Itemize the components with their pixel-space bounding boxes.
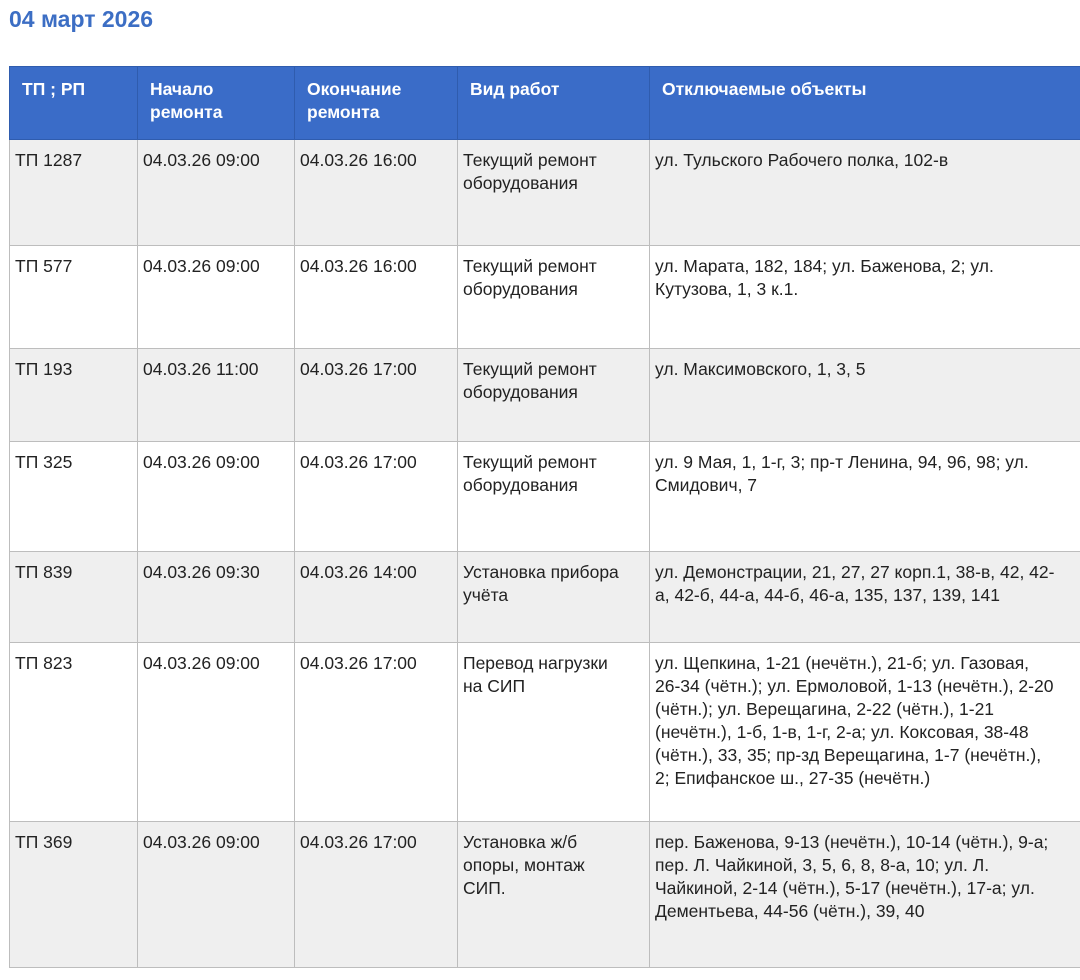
cell-tp: ТП 577 [10, 246, 138, 349]
cell-objects [650, 349, 1080, 442]
cell-work-type [458, 822, 650, 968]
cell-objects-line: ул. Тульского Рабочего полка, 102-в [655, 150, 949, 170]
cell-objects-line: (нечётн.), 1-б, 1-в, 1-г, 2-а; ул. Коксовая, 38-48 [655, 722, 1029, 742]
cell-tp: ТП 839 [10, 552, 138, 643]
cell-work-type-line: учёта [463, 585, 509, 605]
cell-objects-line: ул. Максимовского, 1, 3, 5 [655, 359, 866, 379]
cell-objects [650, 140, 1080, 246]
cell-start: 04.03.26 09:00 [138, 246, 295, 349]
cell-objects-line: Смидович, 7 [655, 475, 758, 495]
cell-start: 04.03.26 09:00 [138, 643, 295, 822]
table-row [10, 643, 1080, 822]
cell-objects-line: ул. Марата, 182, 184; ул. Баженова, 2; ул. [655, 256, 994, 276]
cell-objects-line: Кутузова, 1, 3 к.1. [655, 279, 799, 299]
cell-end: 04.03.26 17:00 [295, 822, 458, 968]
cell-start: 04.03.26 09:00 [138, 140, 295, 246]
cell-work-type-line: оборудования [463, 279, 578, 299]
cell-end: 04.03.26 16:00 [295, 246, 458, 349]
cell-work-type-line: Текущий ремонт [463, 150, 597, 170]
cell-objects-line: (чётн.), 33, 35; пр-зд Верещагина, 1-7 (нечётн.), [655, 745, 1042, 765]
table-row [10, 442, 1080, 552]
cell-work-type-line: Установка прибора [463, 562, 619, 582]
header-objects: Отключаемые объекты [650, 67, 1080, 140]
cell-work-type-line: Перевод нагрузки [463, 653, 608, 673]
table-row [10, 822, 1080, 968]
cell-objects-line: (чётн.); ул. Верещагина, 2-22 (чётн.), 1-21 [655, 699, 995, 719]
cell-work-type [458, 442, 650, 552]
cell-end: 04.03.26 17:00 [295, 442, 458, 552]
table-row [10, 552, 1080, 643]
header-tp: ТП ; РП [10, 67, 138, 140]
cell-objects-line: ул. 9 Мая, 1, 1-г, 3; пр-т Ленина, 94, 96, 98; ул. [655, 452, 1029, 472]
cell-work-type-line: Установка ж/б [463, 832, 578, 852]
date-title: 04 март 2026 [9, 6, 154, 32]
cell-objects-line: ул. Демонстрации, 21, 27, 27 корп.1, 38-в, 42, 42- [655, 562, 1055, 582]
cell-end: 04.03.26 16:00 [295, 140, 458, 246]
cell-objects [650, 552, 1080, 643]
cell-tp: ТП 1287 [10, 140, 138, 246]
cell-work-type-line: оборудования [463, 173, 578, 193]
cell-tp: ТП 823 [10, 643, 138, 822]
table-row [10, 140, 1080, 246]
cell-objects [650, 643, 1080, 822]
cell-work-type-line: оборудования [463, 382, 578, 402]
cell-objects [650, 822, 1080, 968]
cell-tp: ТП 369 [10, 822, 138, 968]
cell-objects-line: пер. Л. Чайкиной, 3, 5, 6, 8, 8-а, 10; ул. Л. [655, 855, 990, 875]
cell-tp: ТП 325 [10, 442, 138, 552]
table-row [10, 246, 1080, 349]
cell-objects-line: пер. Баженова, 9-13 (нечётн.), 10-14 (чётн.), 9-а; [655, 832, 1049, 852]
header-work-type: Вид работ [458, 67, 650, 140]
header-end: Окончание ремонта [295, 67, 458, 140]
cell-work-type-line: Текущий ремонт [463, 359, 597, 379]
cell-work-type-line: Текущий ремонт [463, 452, 597, 472]
cell-objects-line: а, 42-б, 44-а, 44-б, 46-а, 135, 137, 139, 141 [655, 585, 1001, 605]
cell-end: 04.03.26 17:00 [295, 349, 458, 442]
cell-work-type [458, 246, 650, 349]
cell-work-type [458, 552, 650, 643]
cell-work-type-line: опоры, монтаж [463, 855, 585, 875]
table-row [10, 349, 1080, 442]
cell-work-type-line: оборудования [463, 475, 578, 495]
cell-tp: ТП 193 [10, 349, 138, 442]
cell-objects-line: ул. Щепкина, 1-21 (нечётн.), 21-б; ул. Газовая, [655, 653, 1030, 673]
outage-schedule-table [9, 66, 1080, 968]
cell-objects-line: 2; Епифанское ш., 27-35 (нечётн.) [655, 768, 931, 788]
cell-work-type [458, 349, 650, 442]
cell-objects [650, 442, 1080, 552]
cell-work-type-line: на СИП [463, 676, 526, 696]
cell-start: 04.03.26 11:00 [138, 349, 295, 442]
cell-start: 04.03.26 09:00 [138, 442, 295, 552]
cell-work-type [458, 643, 650, 822]
header-start: Начало ремонта [138, 67, 295, 140]
cell-objects-line: 26-34 (чётн.); ул. Ермоловой, 1-13 (нечётн.), 2-20 [655, 676, 1054, 696]
cell-start: 04.03.26 09:00 [138, 822, 295, 968]
cell-end: 04.03.26 17:00 [295, 643, 458, 822]
cell-objects-line: Чайкиной, 2-14 (чётн.), 5-17 (нечётн.), 17-а; ул. [655, 878, 1035, 898]
cell-work-type-line: Текущий ремонт [463, 256, 597, 276]
cell-work-type [458, 140, 650, 246]
cell-work-type-line: СИП. [463, 878, 506, 898]
cell-end: 04.03.26 14:00 [295, 552, 458, 643]
cell-objects [650, 246, 1080, 349]
cell-start: 04.03.26 09:30 [138, 552, 295, 643]
table-header-row [10, 67, 1080, 140]
cell-objects-line: Дементьева, 44-56 (чётн.), 39, 40 [655, 901, 925, 921]
